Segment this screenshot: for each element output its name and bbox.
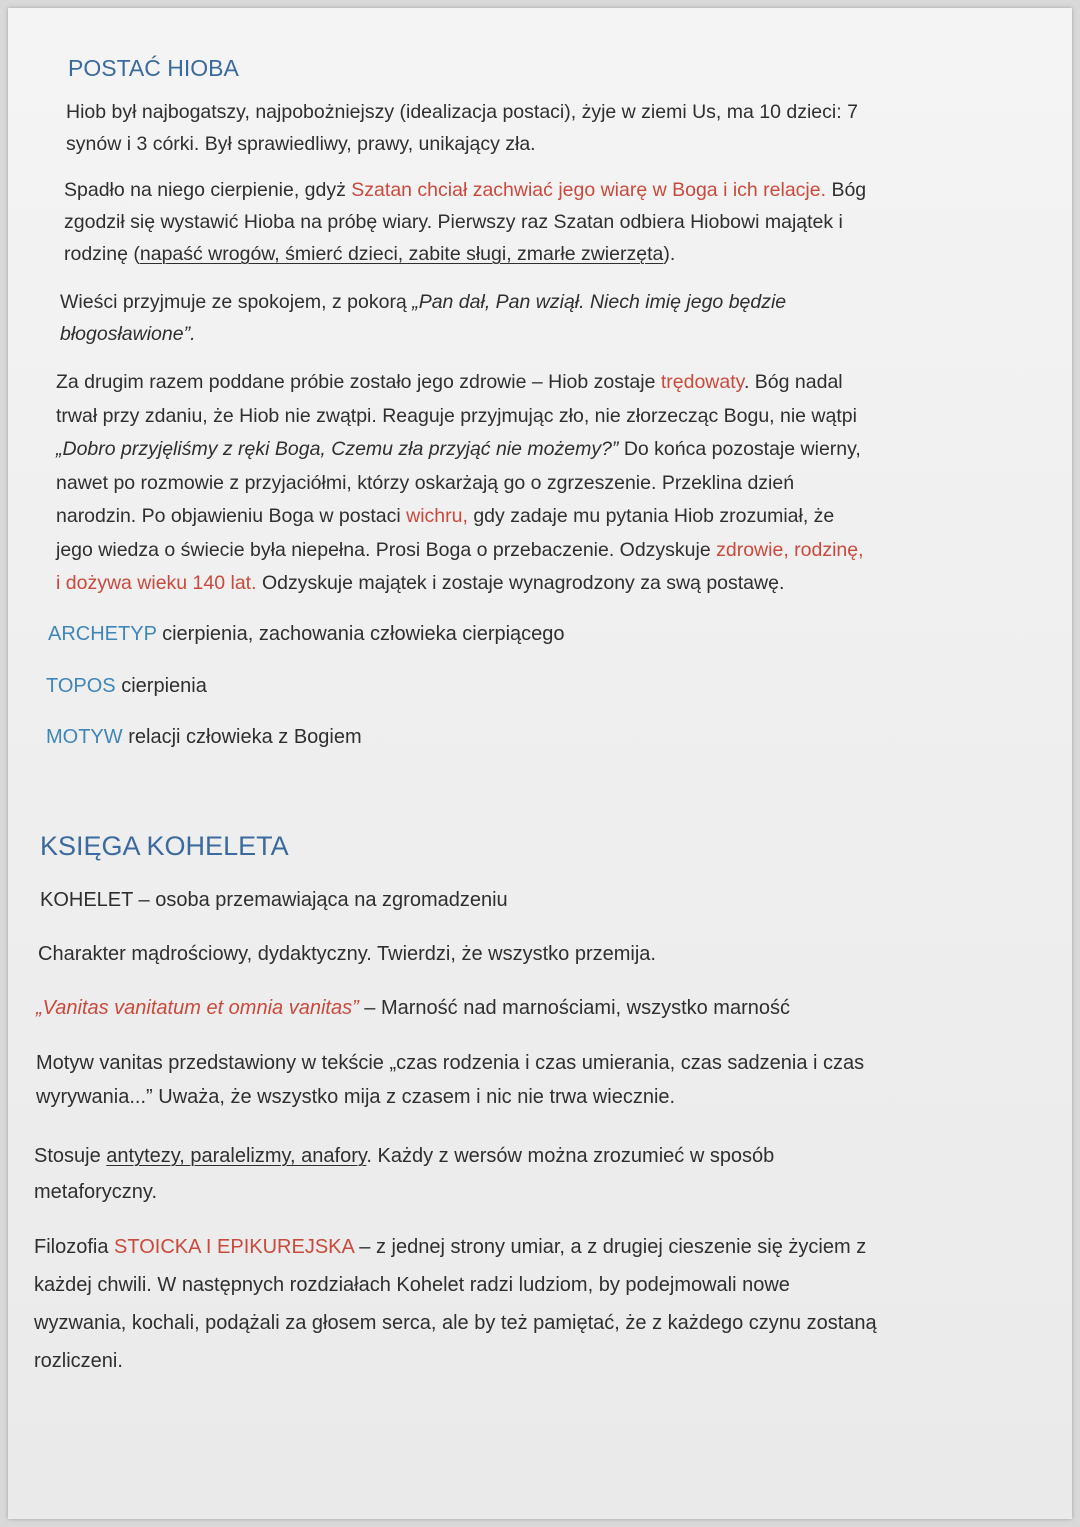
text-span: jego wiedza o świecie była niepełna. Prosi Boga o przebaczenie. Odzyskuje xyxy=(56,538,717,561)
text-span: rodzinę ( xyxy=(64,243,140,265)
koheleta-paragraph-2: Charakter mądrościowy, dydaktyczny. Twierdzi, że wszystko przemija. xyxy=(38,943,656,965)
koheleta-paragraph-6 xyxy=(34,1228,877,1380)
koheleta-paragraph-5 xyxy=(34,1138,774,1210)
term-text: relacji człowieka z Bogiem xyxy=(122,726,362,748)
koheleta-paragraph-1: KOHELET – osoba przemawiająca na zgromadzeniu xyxy=(40,889,508,911)
text-line: Motyw vanitas przedstawiony w tekście „czas rodzenia i czas umierania, czas sadzenia i czas xyxy=(36,1052,865,1074)
hiob-paragraph-1 xyxy=(66,96,858,160)
text-line xyxy=(60,286,786,318)
italic-quote: „Pan dał, Pan wziął. Niech imię jego będzie xyxy=(412,291,787,313)
italic-quote: błogosławione”. xyxy=(60,323,196,345)
text-span: Bóg xyxy=(826,179,867,201)
latin-quote: „Vanitas vanitatum et omnia vanitas” xyxy=(36,997,359,1019)
text-line xyxy=(34,1228,877,1266)
text-span: ). xyxy=(663,243,676,265)
hiob-paragraph-4 xyxy=(56,366,864,601)
text-span: Filozofia xyxy=(34,1236,115,1258)
italic-quote: „Dobro przyjęliśmy z ręki Boga, Czemu zła przyjąć nie możemy?” xyxy=(56,438,619,460)
highlight-red: STOICKA I EPIKUREJSKA xyxy=(114,1236,354,1258)
text-line: rozliczeni. xyxy=(34,1350,123,1372)
term-label: ARCHETYP xyxy=(48,623,157,645)
highlight-red: Szatan chciał zachwiać jego wiarę w Boga i ich relacje. xyxy=(351,179,827,201)
term-text: cierpienia xyxy=(115,675,207,697)
koheleta-paragraph-4 xyxy=(36,1046,864,1114)
highlight-red: trędowaty xyxy=(660,371,744,393)
text-span: Za drugim razem poddane próbie zostało jego zdrowie – Hiob zostaje xyxy=(56,371,661,393)
highlight-red: wichru, xyxy=(406,505,468,527)
text-line: Hiob był najbogatszy, najpobożniejszy (idealizacja postaci), żyje w ziemi Us, ma 10 dzieci: 7 xyxy=(66,101,858,123)
text-line: zgodził się wystawić Hioba na próbę wiary. Pierwszy raz Szatan odbiera Hiobowi majątek i xyxy=(64,211,843,233)
text-line: nawet po rozmowie z przyjaciółmi, którzy oskarżają go o zgrzeszenie. Przeklina dzień xyxy=(56,471,795,494)
text-span: Spadło na niego cierpienie, gdyż xyxy=(64,179,352,201)
koheleta-paragraph-3 xyxy=(36,992,790,1024)
text-line: każdej chwili. W następnych rozdziałach Kohelet radzi ludziom, by podejmowali nowe xyxy=(34,1274,790,1296)
text-line: metaforyczny. xyxy=(34,1181,157,1203)
text-line xyxy=(56,534,864,568)
section-title-hiob: POSTAĆ HIOBA xyxy=(68,55,239,81)
text-span: Do końca pozostaje wierny, xyxy=(618,438,861,460)
text-span: – Marność nad marnościami, wszystko marność xyxy=(358,997,790,1019)
text-line xyxy=(64,174,866,206)
text-line: wyrywania...” Uważa, że wszystko mija z czasem i nic nie trwa wiecznie. xyxy=(36,1086,676,1108)
term-motyw xyxy=(46,721,362,753)
term-text: cierpienia, zachowania człowieka cierpiącego xyxy=(156,623,565,645)
highlight-red: i dożywa wieku 140 lat. xyxy=(56,572,257,594)
hiob-paragraph-2 xyxy=(64,174,866,270)
text-span: gdy zadaje mu pytania Hiob zrozumiał, że xyxy=(467,505,835,527)
hiob-paragraph-3 xyxy=(60,286,786,350)
text-line xyxy=(56,500,864,534)
text-span: Stosuje xyxy=(34,1145,107,1167)
text-span: Wieści przyjmuje ze spokojem, z pokorą xyxy=(60,291,413,313)
text-span: . Bóg nadal xyxy=(743,371,843,393)
text-line: synów i 3 córki. Był sprawiedliwy, prawy, unikający zła. xyxy=(66,133,536,155)
term-label: MOTYW xyxy=(46,726,123,748)
term-archetyp xyxy=(48,618,565,650)
highlight-red: zdrowie, rodzinę, xyxy=(716,538,864,561)
term-topos xyxy=(46,670,207,702)
underlined-text: antytezy, paralelizmy, anafory xyxy=(106,1145,367,1167)
underlined-text: napaść wrogów, śmierć dzieci, zabite sługi, zmarłe zwierzęta xyxy=(139,243,664,265)
text-line xyxy=(64,238,866,270)
text-line xyxy=(56,366,864,400)
text-line: trwał przy zdaniu, że Hiob nie zwątpi. Reaguje przyjmując zło, nie złorzecząc Bogu, nie wątpi xyxy=(56,404,857,427)
text-line xyxy=(34,1138,774,1174)
section-title-koheleta: KSIĘGA KOHELETA xyxy=(40,831,289,861)
text-line xyxy=(56,567,864,601)
text-line: wyzwania, kochali, podążali za głosem serca, ale by też pamiętać, że z każdego czynu zostaną xyxy=(34,1312,877,1334)
text-span: – z jednej strony umiar, a z drugiej cieszenie się życiem z xyxy=(353,1236,867,1258)
text-span: narodzin. Po objawieniu Boga w postaci xyxy=(56,505,407,527)
term-label: TOPOS xyxy=(46,675,116,697)
text-span: . Każdy z wersów można zrozumieć w sposób xyxy=(366,1145,775,1167)
text-line xyxy=(56,433,864,467)
text-span: Odzyskuje majątek i zostaje wynagrodzony za swą postawę. xyxy=(256,572,785,594)
